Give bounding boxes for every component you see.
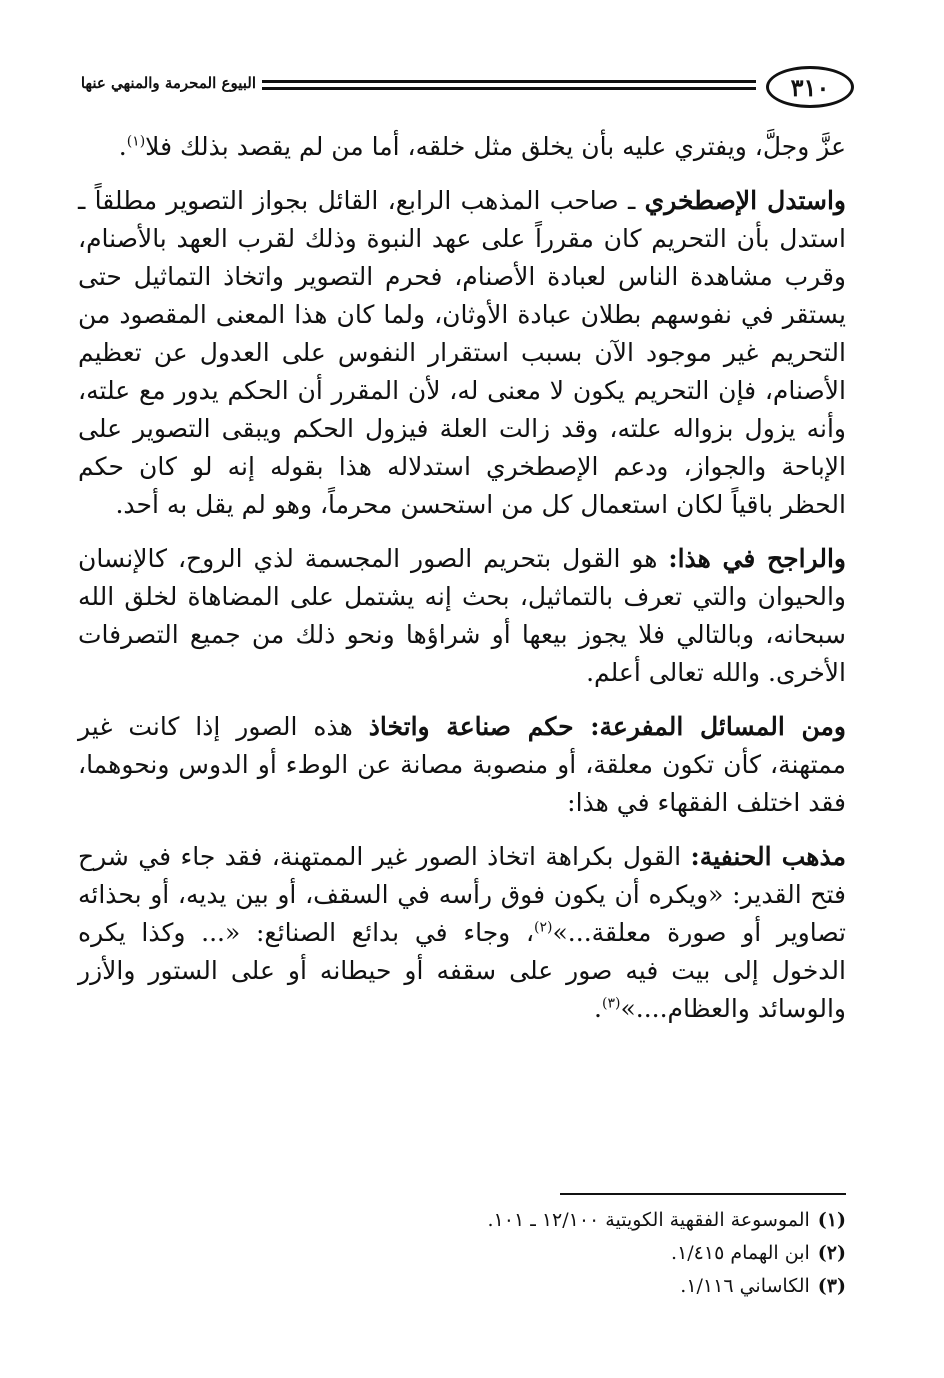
paragraph-istakhri: واستدل الإصطخري ـ صاحب المذهب الرابع، القائل بجواز التصوير مطلقاً ـ استدل بأن التحريم كان مقرراً على عهد النبوة وذلك لقرب العهد بالأصنام، وقرب مشاهدة الناس لعبادة الأصنام، فحرم التصوير واتخاذ التماثيل حتى يستقر في نفوسهم بطلان عبادة الأوثان، ولما كان هذا المعنى المقصود من التحريم غير موجود الآن بسبب استقرار النفوس على العدول عن تعظيم الأصنام، فإن التحريم يكون لا معنى له، لأن المقرر أن الحكم يدور مع علته، وأنه يزول بزواله علته، وقد زالت العلة فيزول الحكم ويبقى التصوير على الإباحة والجواز، ودعم الإصطخري استدلاله هذا بقوله إنه لو كان حكم الحظر باقياً لكان استعمال كل من استحسن محرماً، وهو لم يقل به أحد.: [78, 186, 846, 519]
footnote: (٣)الكاساني ١/١١٦.: [680, 1275, 846, 1297]
running-title: البيوع المحرمة والمنهي عنها: [80, 74, 256, 92]
paragraph-hanafi: مذهب الحنفية: القول بكراهة اتخاذ الصور غير الممتهنة، فقد جاء في شرح فتح القدير: «ويكره أن يكون فوق رأسه في السقف، أو بين يديه، أو بحذائه تصاوير أو صورة معلقة...»$^{(٢)}$، وجاء في بدائع الصنائع: «... وكذا يكره الدخول إلى بيت فيه صور على سقفه أو حيطانه أو على الستور والأزر والوسائد والعظام....»$^{(٣)}$.: [78, 842, 846, 1023]
paragraph-derived-issues: ومن المسائل المفرعة: حكم صناعة واتخاذ هذه الصور إذا كانت غير ممتهنة، كأن تكون معلقة، أو منصوبة مصانة عن الوطء أو الدوس ونحوهما، فقد اختلف الفقهاء في هذا:: [78, 712, 846, 817]
footnote: (١)الموسوعة الفقهية الكويتية ١٢/١٠٠ ـ ١٠١.: [487, 1209, 846, 1231]
footnote-ref: (٣): [602, 995, 621, 1012]
page-header: [64, 66, 854, 116]
footnote-ref: (٢): [534, 919, 553, 936]
footnotes: [400, 1204, 846, 1303]
paragraph-lead: ومن المسائل المفرعة: حكم صناعة واتخاذ: [368, 712, 846, 741]
page-body: [78, 128, 846, 1044]
footnote-ref: (١): [126, 133, 146, 150]
footnote: (٢)ابن الهمام ١/٤١٥.: [671, 1242, 846, 1264]
paragraph-lead: واستدل الإصطخري: [644, 186, 846, 215]
footnote-divider: [560, 1193, 846, 1195]
page-number: ٣١٠: [766, 66, 854, 108]
paragraph-preferred-view: والراجح في هذا: هو القول بتحريم الصور المجسمة لذي الروح، كالإنسان والحيوان والتي تعرف بالتماثيل، بحث إنه يشتمل على المضاهاة لخلق الله سبحانه، وبالتالي فلا يجوز بيعها أو شراؤها ونحو ذلك من جميع التصرفات الأخرى. والله تعالى أعلم.: [78, 544, 846, 687]
paragraph-lead: والراجح في هذا:: [668, 544, 846, 573]
paragraph-continuation: عزَّ وجلَّ، ويفتري عليه بأن يخلق مثل خلقه، أما من لم يقصد بذلك فلا$^{(١)}$.: [118, 132, 846, 161]
paragraph-lead: مذهب الحنفية:: [690, 842, 846, 871]
header-rule: [262, 80, 756, 94]
